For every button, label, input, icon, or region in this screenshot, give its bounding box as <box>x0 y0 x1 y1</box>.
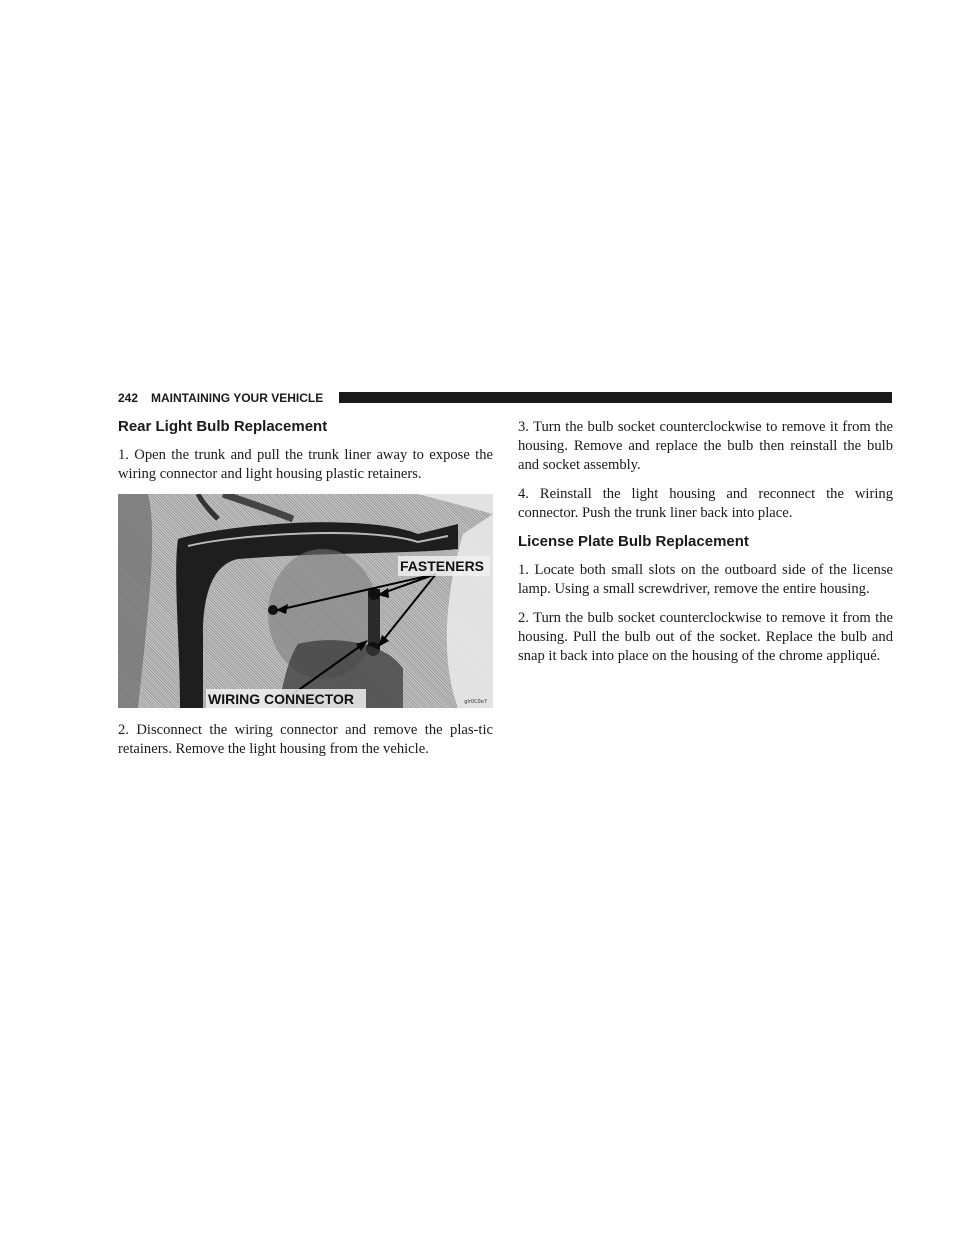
page-number: 242 <box>118 391 139 405</box>
rear-step-4: 4. Reinstall the light housing and reconnect the wiring connector. Push the trunk liner back into place. <box>518 486 893 521</box>
figure-code: glr0C0e7 <box>464 699 487 705</box>
section-title: MAINTAINING YOUR VEHICLE <box>151 391 324 405</box>
illustration-drawing <box>118 494 493 708</box>
right-column <box>518 418 893 676</box>
license-plate-heading: License Plate Bulb Replacement <box>518 533 749 550</box>
rear-step-2: 2. Disconnect the wiring connector and remove the plas-tic retainers. Remove the light housing from the vehicle. <box>118 722 493 757</box>
header-rule <box>339 392 892 403</box>
left-column <box>118 418 493 769</box>
license-step-1: 1. Locate both small slots on the outboard side of the license lamp. Using a small screwdriver, remove the entire housing. <box>518 562 893 597</box>
rear-light-illustration <box>118 494 493 708</box>
license-step-2: 2. Turn the bulb socket counterclockwise to remove it from the housing. Pull the bulb out of the socket. Replace the bulb and snap it back into place on the housing of the chrome appliqué. <box>518 610 893 664</box>
rear-light-heading: Rear Light Bulb Replacement <box>118 418 328 435</box>
rear-step-3: 3. Turn the bulb socket counterclockwise to remove it from the housing. Remove and replace the bulb then reinstall the bulb and socket assembly. <box>518 419 893 473</box>
page-header <box>118 390 892 406</box>
rear-step-1: 1. Open the trunk and pull the trunk liner away to expose the wiring connector and light housing plastic retainers. <box>118 447 493 482</box>
wiring-connector-label: WIRING CONNECTOR <box>208 691 354 707</box>
fasteners-label: FASTENERS <box>400 558 485 574</box>
